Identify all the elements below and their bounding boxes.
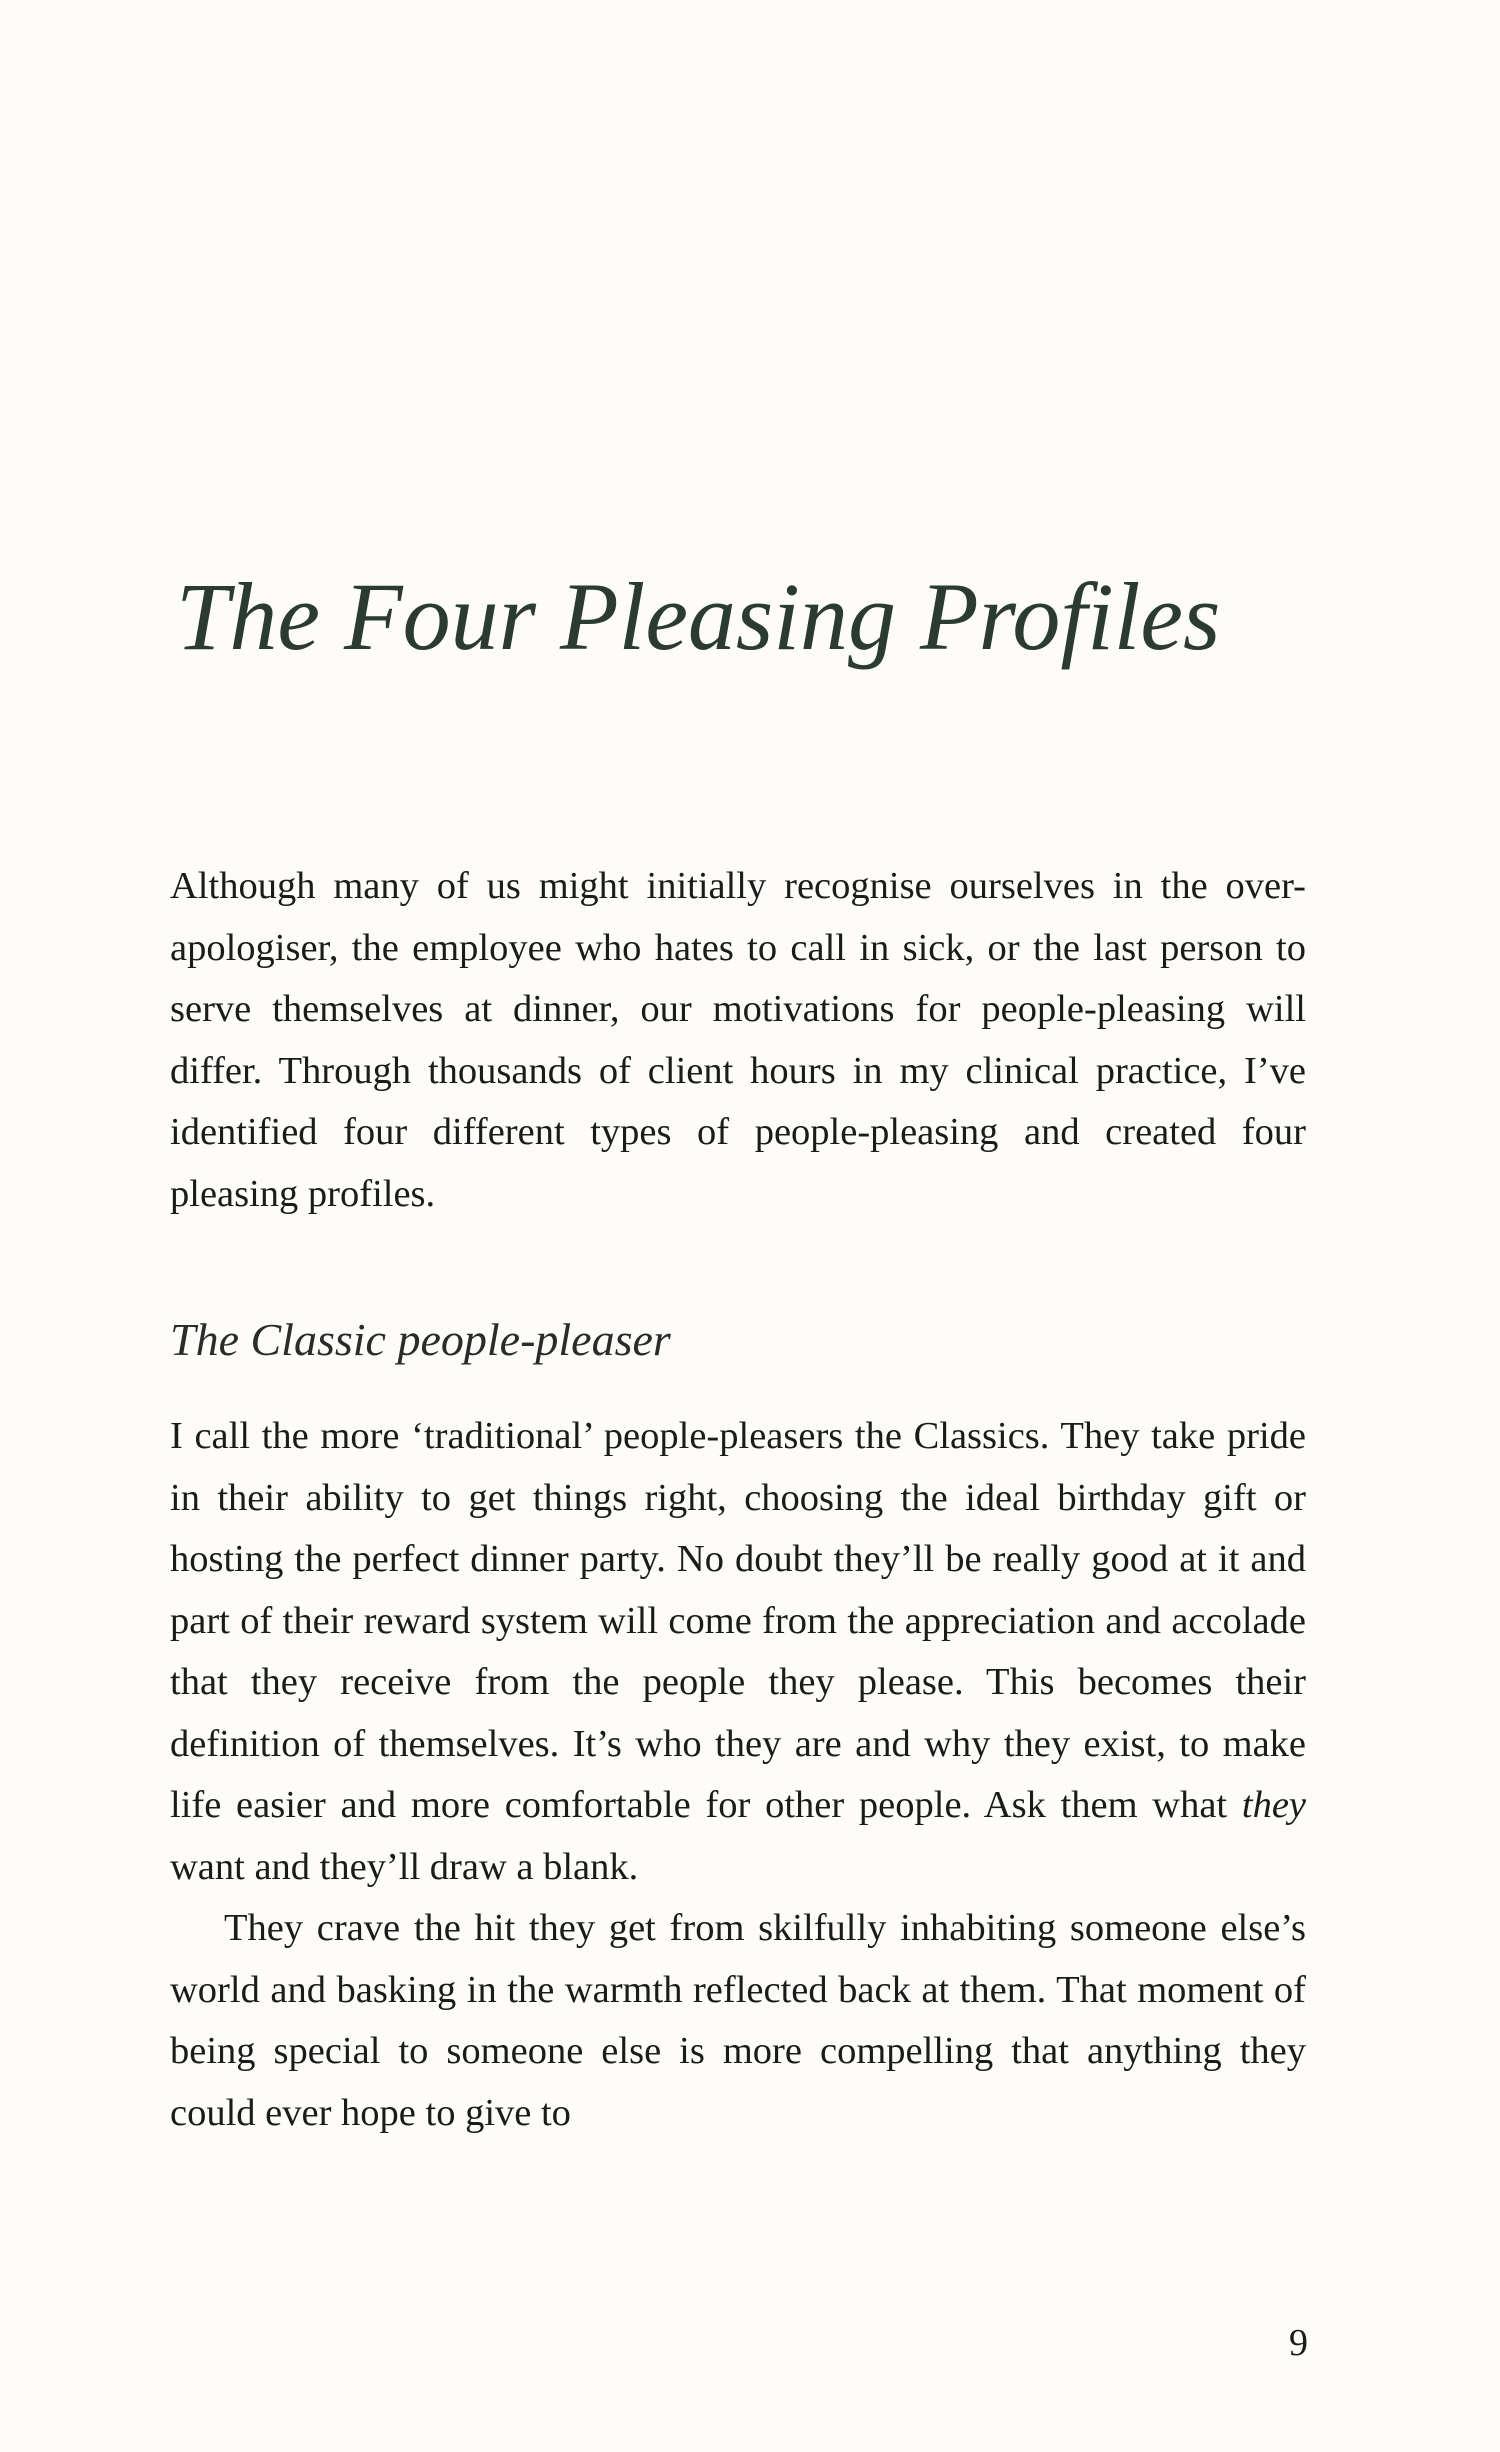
section-paragraph-1-emphasis: they: [1241, 1784, 1306, 1826]
section-paragraph-2: They crave the hit they get from skilfully inhabiting someone else’s world and basking in the warmth reflected back at them. That moment of being special to someone else is more compelling that anything they could ever hope to give to: [170, 1907, 1306, 2134]
section-paragraph-1-end: want and they’ll draw a blank.: [170, 1845, 639, 1888]
section-body: [170, 1406, 1306, 2266]
intro-paragraph: Although many of us might initially recognise ourselves in the over-apologiser, the employee who hates to call in sick, or the last person to serve themselves at dinner, our motivations for people-pleasing will differ. Through thousands of client hours in my clinical practice, I’ve identified four different types of people-pleasing and created four pleasing profiles.: [170, 865, 1306, 1215]
section-paragraph-1: [170, 1406, 1306, 1898]
section-paragraph-1-text: I call the more ‘traditional’ people-pleasers the Classics. They take pride in their ability to get things right, choosing the ideal birthday gift or hosting the perfect dinner party. No doubt they’ll be really good at it and part of their reward system will come from the appreciation and accolade that they receive from the people they please. This becomes their definition of themselves. It’s who they are and why they exist, to make life easier and more comfortable for other people. Ask them what: [170, 1415, 1306, 1826]
chapter-title: The Four Pleasing Profiles: [176, 563, 1221, 670]
section-text-area: [170, 1406, 1306, 2266]
page-number: 9: [1289, 2322, 1308, 2364]
section-heading: The Classic people-pleaser: [170, 1314, 671, 1365]
intro-block: [170, 856, 1306, 1225]
